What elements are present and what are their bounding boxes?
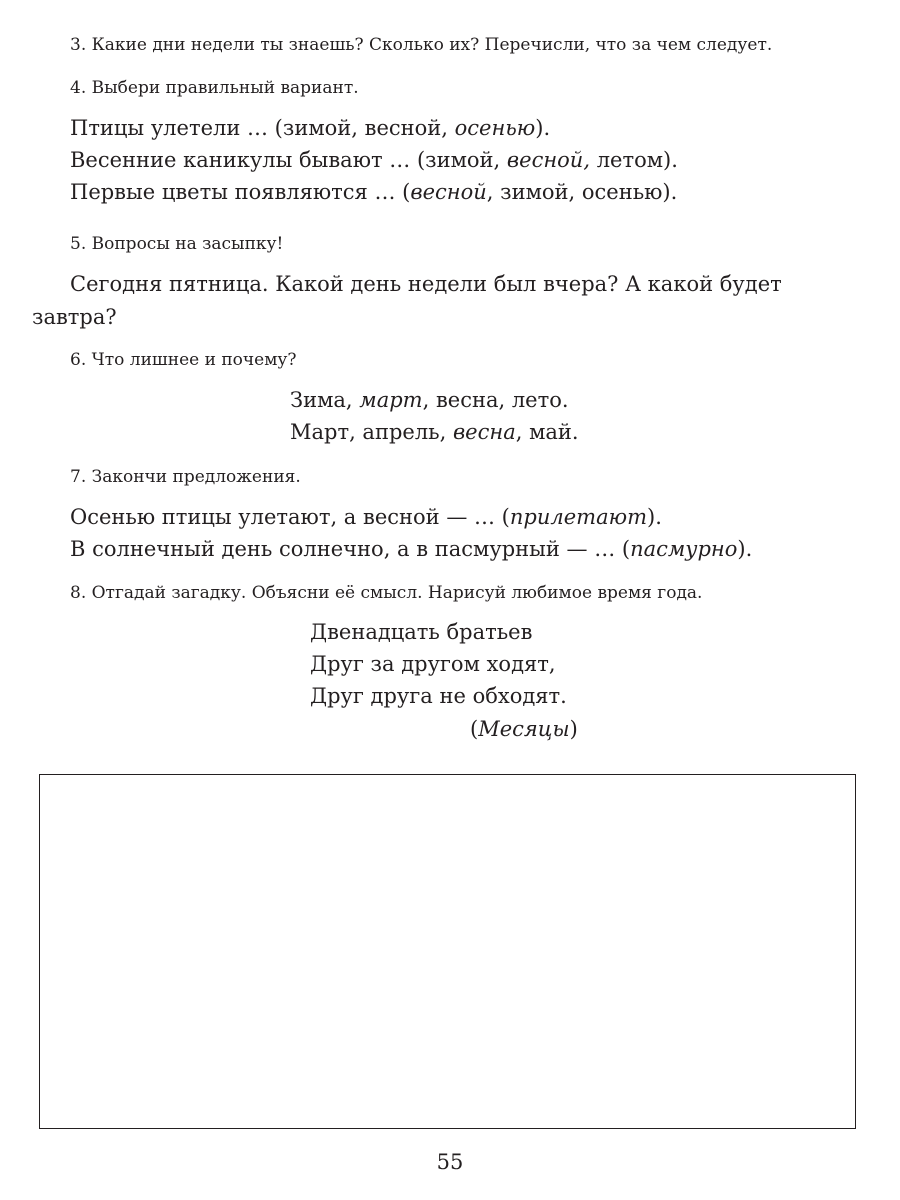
answer-paren: (: [470, 717, 479, 741]
line-text: ).: [535, 116, 551, 140]
completion-answer: прилетают: [509, 505, 648, 529]
line-text: , весна, лето.: [422, 388, 569, 412]
answer-paren: ): [569, 717, 578, 741]
odd-one-out: март: [359, 388, 423, 412]
line-text: летом).: [590, 148, 678, 172]
task-4-line-3: [70, 180, 677, 204]
task-3-heading: 3. Какие дни недели ты знаешь? Сколько их? Перечисли, что за чем следует.: [70, 35, 773, 55]
task-8-heading: 8. Отгадай загадку. Объясни её смысл. Нарисуй любимое время года.: [70, 583, 703, 603]
line-text: Птицы улетели … (зимой, весной,: [70, 116, 455, 140]
task-4-line-2: [70, 148, 678, 172]
drawing-area[interactable]: [39, 774, 856, 1129]
task-5-line-1: Сегодня пятница. Какой день недели был вчера? А какой будет: [70, 272, 782, 296]
riddle-line-2: Друг за другом ходят,: [310, 652, 556, 676]
task-5-heading: 5. Вопросы на засыпку!: [70, 234, 284, 254]
line-text: , зимой, осенью).: [486, 180, 678, 204]
line-text: , май.: [515, 420, 579, 444]
riddle-line-3: Друг друга не обходят.: [310, 684, 567, 708]
line-text: Весенние каникулы бывают … (зимой,: [70, 148, 507, 172]
task-6-line-1: [290, 388, 569, 412]
line-text: Осенью птицы улетают, а весной — … (: [70, 505, 510, 529]
line-text: В солнечный день солнечно, а в пасмурный — … (: [70, 537, 631, 561]
correct-answer: весной: [410, 180, 487, 204]
riddle-line-1: Двенадцать братьев: [310, 620, 533, 644]
task-7-line-2: [70, 537, 752, 561]
task-7-line-1: [70, 505, 662, 529]
correct-answer: весной,: [506, 148, 591, 172]
task-4-line-1: [70, 116, 550, 140]
task-4-heading: 4. Выбери правильный вариант.: [70, 78, 359, 98]
line-text: Зима,: [290, 388, 360, 412]
task-6-line-2: [290, 420, 579, 444]
odd-one-out: весна: [452, 420, 516, 444]
task-7-heading: 7. Закончи предложения.: [70, 467, 301, 487]
line-text: Первые цветы появляются … (: [70, 180, 411, 204]
correct-answer: осенью: [454, 116, 536, 140]
riddle-answer: [470, 717, 578, 741]
line-text: ).: [647, 505, 662, 529]
task-6-heading: 6. Что лишнее и почему?: [70, 350, 297, 370]
page-number: 55: [436, 1150, 464, 1174]
line-text: ).: [737, 537, 753, 561]
line-text: Март, апрель,: [290, 420, 453, 444]
completion-answer: пасмурно: [630, 537, 738, 561]
task-5-line-2: завтра?: [32, 305, 117, 329]
answer-word: Месяцы: [478, 717, 570, 741]
